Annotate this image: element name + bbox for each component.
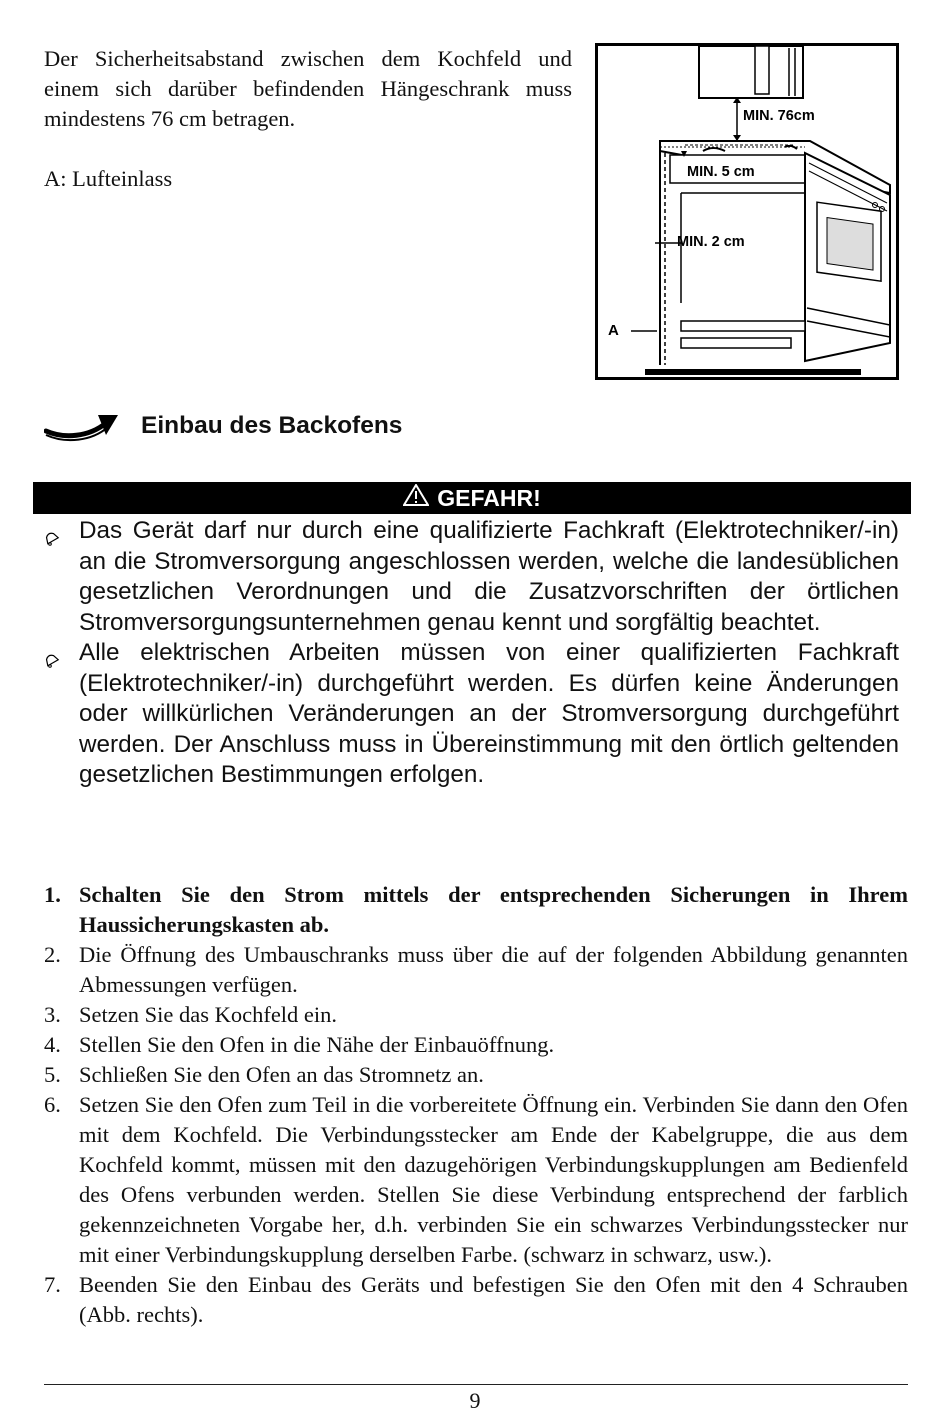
warning-triangle-icon — [403, 484, 429, 512]
intro-block — [44, 44, 572, 194]
step-item — [44, 1270, 908, 1330]
step-text: Beenden Sie den Einbau des Geräts und befestigen Sie den Ofen mit den 4 Schrauben (Abb. rechts). — [79, 1272, 908, 1327]
danger-title: GEFAHR! — [437, 484, 541, 511]
step-number: 4. — [44, 1032, 61, 1057]
step-text: Stellen Sie den Ofen in die Nähe der Einbauöffnung. — [79, 1032, 555, 1057]
installation-steps — [44, 880, 908, 1330]
step-text: Schließen Sie den Ofen an das Stromnetz an. — [79, 1062, 484, 1087]
step-number: 6. — [44, 1092, 61, 1117]
step-item — [44, 1030, 908, 1060]
bell-icon — [44, 647, 60, 678]
step-number: 7. — [44, 1272, 61, 1297]
step-text: Schalten Sie den Strom mittels der entsprechenden Sicherungen in Ihrem Haussicherungskasten ab. — [79, 882, 908, 937]
installation-figure — [595, 43, 899, 381]
danger-list — [44, 516, 899, 791]
page-number: 9 — [469, 1388, 481, 1413]
arrow-icon — [44, 409, 120, 449]
danger-item-text: Alle elektrischen Arbeiten müssen von einer qualifizierten Fachkraft (Elektrotechniker/-in) durchgeführt werden. Es dürfen keine Änderungen oder willkürlichen Veränderungen an der Stromversorgung durchgeführt werden. Der Anschluss muss in Übereinstimmung mit den örtlich geltenden gesetzlichen Bestimmungen erfolgen. — [79, 639, 899, 788]
danger-item-text: Das Gerät darf nur durch eine qualifizierte Fachkraft (Elektrotechniker/-in) an die Stromversorgung angeschlossen werden, welche die landesüblichen gesetzlichen Verordnungen und die Zusatzvorschriften der örtlichen Stromversorgungsunternehmen genau kennt und sorgfältig beachtet. — [79, 517, 899, 636]
intro-paragraph: Der Sicherheitsabstand zwischen dem Kochfeld und einem sich darüber befindenden Hängeschrank muss mindestens 76 cm betragen. — [44, 46, 572, 131]
step-number: 1. — [44, 882, 61, 907]
step-number: 2. — [44, 942, 61, 967]
footer-divider — [44, 1384, 908, 1385]
danger-item — [44, 516, 899, 638]
step-item — [44, 1000, 908, 1030]
danger-item — [44, 638, 899, 791]
step-text: Die Öffnung des Umbauschranks muss über die auf der folgenden Abbildung genannten Abmessungen verfügen. — [79, 942, 908, 997]
step-item — [44, 1060, 908, 1090]
min-76-label: MIN. 76cm — [743, 108, 815, 124]
min-2-label: MIN. 2 cm — [677, 234, 745, 250]
section-title: Einbau des Backofens — [141, 412, 403, 439]
step-item — [44, 940, 908, 1000]
intro-legend: A: Lufteinlass — [44, 166, 173, 191]
label-a: A — [608, 322, 619, 339]
step-item — [44, 880, 908, 940]
oven-clearance-diagram — [595, 43, 899, 381]
step-text: Setzen Sie den Ofen zum Teil in die vorbereitete Öffnung ein. Verbinden Sie dann den Ofen mit dem Kochfeld. Die Verbindungsstecker am Ende der Kabelgruppe, die aus dem Kochfeld kommt, müssen mit den dazugehörigen Verbindungskupplungen am Bedienfeld des Ofens verbunden werden. Stellen Sie diese Verbindung entsprechend der farblich gekennzeichneten Vorgabe her, d.h. verbinden Sie ein schwarzes Verbindungsstecker nur mit einer Verbindungskupplung derselben Farbe. (schwarz in schwarz, usw.). — [79, 1092, 908, 1267]
step-text: Setzen Sie das Kochfeld ein. — [79, 1002, 338, 1027]
step-item — [44, 1090, 908, 1270]
step-number: 3. — [44, 1002, 61, 1027]
section-heading — [44, 405, 644, 455]
bell-icon — [44, 525, 60, 556]
danger-header — [33, 482, 911, 514]
step-number: 5. — [44, 1062, 61, 1087]
min-5-label: MIN. 5 cm — [687, 164, 755, 180]
